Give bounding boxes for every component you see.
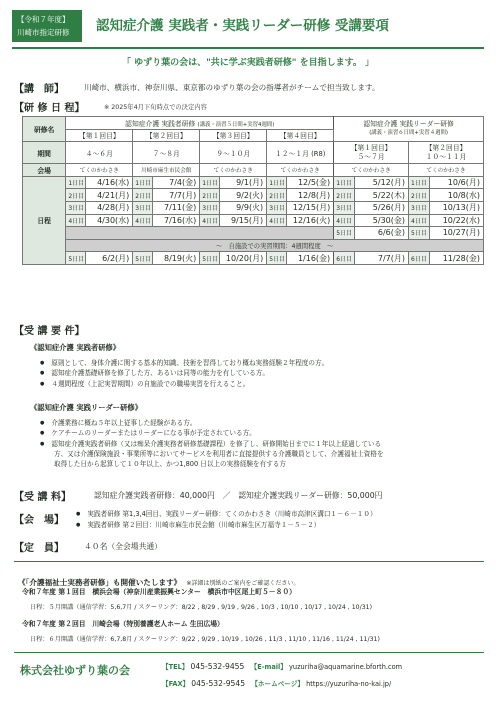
caregiver-session-1: 令和７年度 第１回目 横浜会場（神奈川産業振興センター 横浜市中区尾上町５－８０） <box>22 588 296 596</box>
term-venue: てくのかわさき <box>200 164 267 177</box>
day-label: 4日目 <box>334 214 355 227</box>
day-label: 2日目 <box>334 189 355 202</box>
day-label: 4日目 <box>66 214 86 227</box>
period-label: 期間 <box>23 142 66 164</box>
term-venue: てくのかわさき <box>66 164 133 177</box>
day-label: 5日目 <box>133 252 153 265</box>
day-label: 5日目 <box>267 252 287 265</box>
list-item: ● ケアチームのリーダーまたはリーダーになる事が予定されている方。 <box>40 428 381 438</box>
day-label: 1日目 <box>267 176 287 189</box>
caregiver-notice: 《「介護福祉士実務者研修」も開催いたします》 ※詳細は別紙のご案内をご確認ください。 <box>18 578 300 587</box>
schedule-note: ※ 2025年4月下旬時点での決定内容 <box>104 104 207 111</box>
date-cell: 5/26(月) <box>355 201 409 214</box>
term-period: ９～１０月 <box>200 142 267 164</box>
self-practice-period: ～ 自施設での実習期間：4週間程度 ～ <box>66 239 484 252</box>
page-title: 認知症介護 実践者・実践リーダー研修 受講要項 <box>96 18 389 34</box>
day-label: 2日目 <box>133 189 153 202</box>
date-cell: 10/13(月) <box>430 201 484 214</box>
day-label: 3日目 <box>66 201 86 214</box>
date-cell: 9/1(月) <box>219 176 266 189</box>
lecturer-heading: 【講 師】 <box>14 84 64 95</box>
practitioner-req-heading: 《認知症介護 実践者研修》 <box>30 343 121 352</box>
header-divider <box>12 47 484 49</box>
capacity-heading: 【定 員】 <box>14 543 64 554</box>
day-label: 4日目 <box>409 214 430 227</box>
day-label: 6日目 <box>409 252 430 265</box>
requirements-heading: 【受 講 要 件】 <box>14 326 85 337</box>
day-label: 1日目 <box>66 176 86 189</box>
venue-heading: 【会 場】 <box>14 515 64 526</box>
fee-text: 認知症介護実践者研修：40,000円 ／ 認知症介護実践リーダー研修：50,000円 <box>94 491 383 500</box>
lecturer-text: 川崎市、横浜市、神奈川県、東京都のゆずり葉の会の指導者がチームで担当致します。 <box>84 83 380 92</box>
day-label: 1日目 <box>200 176 220 189</box>
day-label: 4日目 <box>267 214 287 227</box>
caregiver-session-2: 令和７年度 第２回目 川崎会場（特別養護老人ホーム 生田広場） <box>22 620 224 628</box>
leader-term-1: 【第１回目】 ５～７月 <box>334 142 409 164</box>
day-label: 3日目 <box>133 201 153 214</box>
term-period: １２～１月 (R8) <box>267 142 334 164</box>
term-label: 【第４回目】 <box>267 129 334 142</box>
header-badge <box>12 10 82 42</box>
date-cell: 4/28(月) <box>86 201 133 214</box>
venue-label: 会場 <box>23 164 66 177</box>
city-badge: 川崎市指定研修 <box>17 28 70 37</box>
date-cell: 4/16(水) <box>86 176 133 189</box>
contact-tel-email: 【TEL】 045-532-9455 【E-mail】 yuzuriha@aquamarine.bforth.com <box>162 662 403 671</box>
capacity-text: ４０名（全会場共通） <box>84 542 162 551</box>
dates-label: 日程 <box>23 176 66 264</box>
day-label: 4日目 <box>200 214 220 227</box>
leader-req-continuation: 方、又は介護保険施設・事業所等においてサービスを利用者に直接提供する介護職員として、介護福祉士資格を 取得した日から起算して１０年以上、かつ1,800 日以上の実務経験を有する方 <box>54 450 384 469</box>
date-cell: 8/19(火) <box>152 252 199 265</box>
term-period: ７～８月 <box>133 142 200 164</box>
date-cell: 5/22(木) <box>355 189 409 202</box>
date-cell: 12/16(火) <box>286 214 333 227</box>
day-label: 3日目 <box>334 201 355 214</box>
leader-req-heading: 《認知症介護 実践リーダー研修》 <box>30 403 142 412</box>
term-label: 【第１回目】 <box>66 129 133 142</box>
schedule-heading: 【研 修 日 程】 <box>14 103 85 114</box>
date-cell: 12/5(金) <box>286 176 333 189</box>
date-cell: 9/15(月) <box>219 214 266 227</box>
leader-title: 認知症介護 実践リーダー研修 (講義・演習６日間+実習４週間) <box>334 117 484 142</box>
date-cell: 5/30(金) <box>355 214 409 227</box>
date-cell: 7/11(金) <box>152 201 199 214</box>
day-label: 3日目 <box>200 201 220 214</box>
date-cell: 7/16(水) <box>152 214 199 227</box>
day-label: 2日目 <box>200 189 220 202</box>
term-venue: 川崎市麻生市民会館 <box>133 164 200 177</box>
day-label: 5日目 <box>334 227 355 240</box>
practitioner-title: 認知症介護 実践者研修 (講義・演習５日間+実習4週間) <box>66 117 334 130</box>
date-cell: 10/6(月) <box>430 176 484 189</box>
day-label: 1日目 <box>409 176 430 189</box>
date-cell: 7/7(月) <box>355 252 409 265</box>
email-link[interactable]: yuzuriha@aquamarine.bforth.com <box>289 663 403 671</box>
date-cell: 6/6(金) <box>355 227 409 240</box>
section-divider <box>14 561 484 562</box>
date-cell: 10/20(月) <box>219 252 266 265</box>
date-cell: 4/30(水) <box>86 214 133 227</box>
venue-list <box>76 509 377 531</box>
footer-divider <box>14 652 484 653</box>
caregiver-schedule-2: 日程：６月開講（通信学習：6,7,8月 / スクーリング：9/22 , 9/29 , 10/19 , 10/26 , 11/3 , 11/10 , 11/16 , 11/24 , 11/31) <box>30 636 380 643</box>
tagline: 「 ゆずり葉の会は、"共に学ぶ実践者研修" を目指します。 」 <box>121 58 375 68</box>
practitioner-req-list <box>40 358 328 389</box>
date-cell: 12/15(月) <box>286 201 333 214</box>
date-cell: 12/8(月) <box>286 189 333 202</box>
list-item: ● 介護業務に概ね５年以上従事した経験がある方。 <box>40 418 381 428</box>
day-label: 4日目 <box>133 214 153 227</box>
term-label: 【第２回目】 <box>133 129 200 142</box>
list-item: ● 認知症介護基礎研修を修了した方、あるいは同等の能力を有している方。 <box>40 368 328 378</box>
date-cell: 1/16(金) <box>286 252 333 265</box>
schedule-table <box>22 116 484 265</box>
date-cell: 6/2(月) <box>86 252 133 265</box>
date-cell: 11/28(金) <box>430 252 484 265</box>
day-label: 6日目 <box>334 252 355 265</box>
term-venue: てくのかわさき <box>267 164 334 177</box>
list-item: ● 認知症介護実践者研修（又は痴呆介護実務者研修基礎課程）を修了し、研修開始日までに１年以上経過している <box>40 439 381 449</box>
day-label: 2日目 <box>267 189 287 202</box>
date-cell: 5/12(月) <box>355 176 409 189</box>
day-label: 3日目 <box>267 201 287 214</box>
date-cell: 9/9(火) <box>219 201 266 214</box>
date-cell: 7/4(金) <box>152 176 199 189</box>
fee-heading: 【受 講 料】 <box>14 492 71 503</box>
term-period: ４～６月 <box>66 142 133 164</box>
list-item: ● 実践者研修 第２回目：川崎市麻生市民会館（川崎市麻生区万福寺１－５－２） <box>76 520 377 531</box>
course-label: 研修名 <box>23 117 66 142</box>
tel-number: 045-532-9455 <box>190 662 245 671</box>
term-label: 【第３回目】 <box>200 129 267 142</box>
date-cell: 10/22(水) <box>430 214 484 227</box>
shaded-gap <box>66 227 334 240</box>
term-venue: てくのかわさき <box>334 164 409 177</box>
day-label: 5日目 <box>409 227 430 240</box>
caregiver-schedule-1: 日程：５月開講（通信学習：5,6,7月 / スクーリング：8/22 , 8/29 , 9/19 , 9/26 , 10/3 , 10/10 , 10/17 , 10/24 , 10/31) <box>30 604 372 611</box>
term-venue: てくのかわさき <box>409 164 484 177</box>
leader-req-list <box>40 418 381 449</box>
day-label: 5日目 <box>200 252 220 265</box>
fax-number: 045-532-9545 <box>191 679 246 688</box>
list-item: ● 原則として、身体介護に関する基本的知識、技術を習得しており概ね実務経験２年程度の方。 <box>40 358 328 368</box>
leader-term-2: 【第２回目】 １０～１１月 <box>409 142 484 164</box>
day-label: 5日目 <box>66 252 86 265</box>
date-cell: 7/7(月) <box>152 189 199 202</box>
day-label: 2日目 <box>409 189 430 202</box>
day-label: 3日目 <box>409 201 430 214</box>
day-label: 2日目 <box>66 189 86 202</box>
contact-fax-web: 【FAX】 045-532-9545 【ホームページ】 https://yuzuriha-no-kai.jp/ <box>162 679 392 688</box>
list-item: ● 実践者研修 第1,3,4回目、実践リーダー研修：てくのかわさき（川崎市高津区溝口１－６－１０） <box>76 509 377 520</box>
date-cell: 9/2(火) <box>219 189 266 202</box>
date-cell: 4/21(月) <box>86 189 133 202</box>
company-name: 株式会社ゆずり葉の会 <box>20 664 130 677</box>
year-badge: 【令和７年度】 <box>17 15 70 24</box>
day-label: 1日目 <box>133 176 153 189</box>
website-link[interactable]: https://yuzuriha-no-kai.jp/ <box>306 680 392 688</box>
day-label: 1日目 <box>334 176 355 189</box>
date-cell: 10/8(水) <box>430 189 484 202</box>
list-item: ● ４週間程度（上記実習期間）の自施設での職場実習を行えること。 <box>40 379 328 389</box>
date-cell: 10/27(月) <box>430 227 484 240</box>
